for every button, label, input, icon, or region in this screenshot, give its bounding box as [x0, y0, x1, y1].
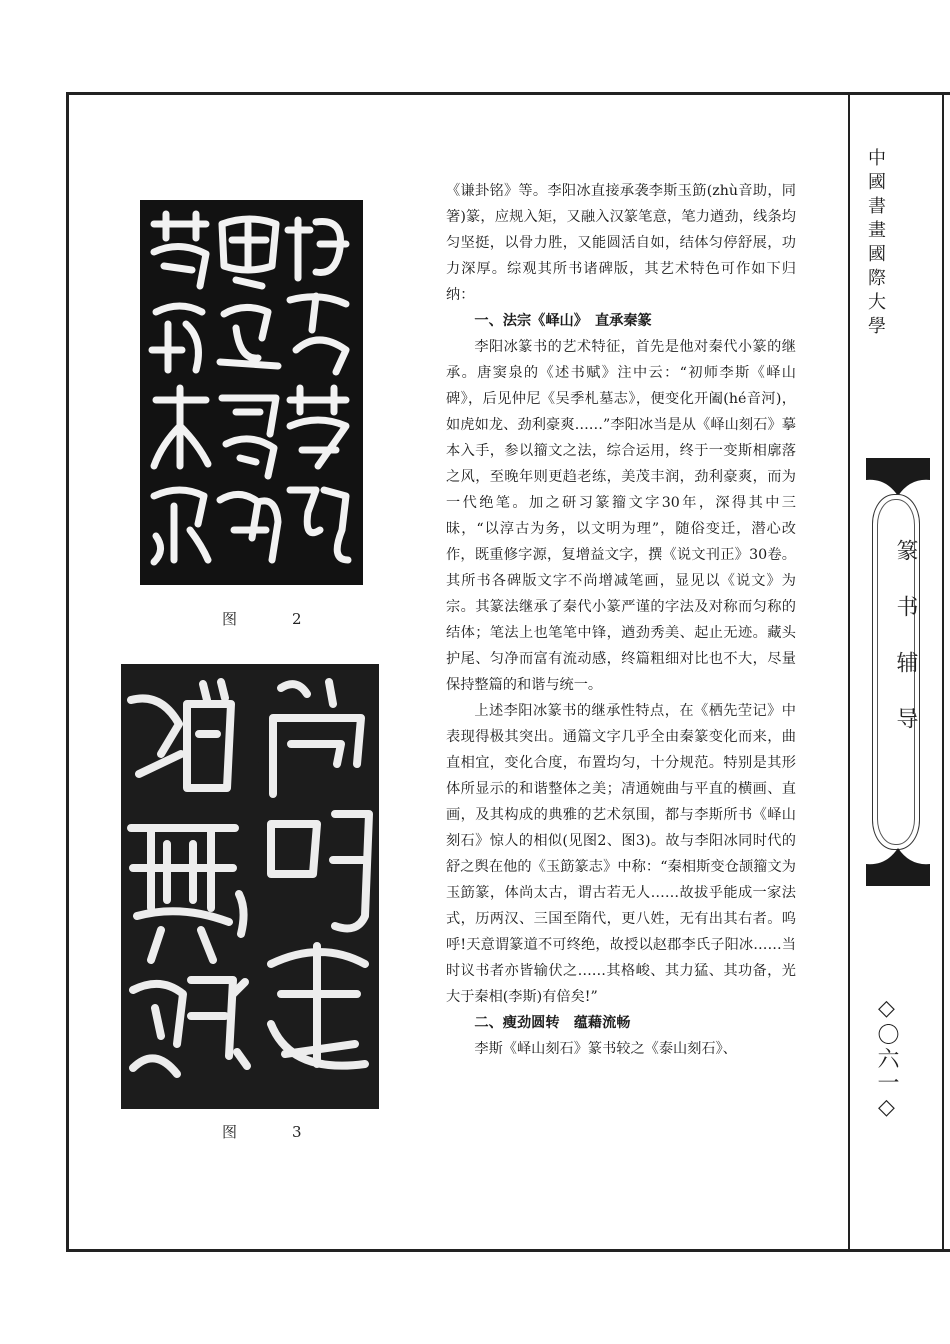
cartouche-panel [872, 494, 920, 850]
cartouche-cap-bottom [866, 848, 930, 878]
figure-2-caption: 图 2 [222, 610, 322, 628]
paragraph: 上述李阳冰篆书的继承性特点，在《栖先茔记》中表现得极其突出。通篇文字几乎全由秦篆变化而来，曲直相宜，变化合度，布置均匀，十分规范。特别是其形体所显示的和谐整体之美；凊通婉曲与平直的横画、直画，及其构成的典雅的艺术氛围，都与李斯所书《峄山刻石》惊人的相似(见图2、图3)。故与李阳冰同时代的舒之舆在他的《玉筯篆志》中称：“秦相斯变仓颉籀文为玉筯篆，体尚太古，谓古若无人……故拔乎能成一家法式，历两汉、三国至隋代，更八姓，无有出其右者。呜呼!天意谓篆道不可终绝，故授以赵郡李氏子阳冰……当时议书者亦皆输伏之……其格峻、其力猛、其功备，光大于秦相(李斯)有倍矣!” [446, 703, 796, 1005]
sidebar-rule [848, 92, 850, 1252]
article-body [446, 178, 796, 1062]
figure-3-rubbing [121, 664, 379, 1109]
paragraph: 李阳冰篆书的艺术特征，首先是他对秦代小篆的继承。唐窦泉的《述书赋》注中云：“初师李斯《峄山碑》，后见仲尼《吴季札墓志》，便变化开阖(hé音河)，如虎如龙、劲利豪爽……”李阳冰当是从《峄山刻石》摹本入手，参以籀文之法，综合运用，终于一变斯相廓落之风，至晚年则更趋老练，美茂丰润，劲利豪爽，而为一代绝笔。加之研习篆籀文字30年，深得其中三昧，“以淳古为务，以文明为理”，随俗变迁，潜心改作，既重修字源，复增益文字，撰《说文刊正》30卷。其所书各碑版文字不尚增减笔画，显见以《说文》为宗。其篆法继承了秦代小篆严谨的字法及对称而匀称的结体；笔法上也笔笔中锋，遒劲秀美、起止无迹。藏头护尾、匀净而富有流动感，终篇粗细对比也不大，尽量保持整篇的和谐与统一。 [446, 339, 796, 693]
section-heading: 一、法宗《峄山》 直承秦篆 [474, 313, 652, 329]
paragraph: 《谦卦铭》等。李阳冰直接承袭李斯玉筯(zhù音助，同箸)篆，应规入矩，又融入汉篆笔意，笔力遒劲，线条均匀坚挺，以骨力胜，又能圆活自如，结体匀停舒展，功力深厚。综观其所书诸碑版，其艺术特色可作如下归纳： [446, 183, 796, 303]
section-cartouche [866, 458, 930, 886]
page-number: ◇〇六一◇ [874, 996, 899, 1122]
seal-script-glyphs [121, 664, 379, 1109]
cartouche-cap-top [866, 466, 930, 496]
cartouche-bar [866, 878, 930, 886]
sidebar-rule [942, 92, 944, 1252]
seal-script-glyphs [140, 200, 363, 585]
cartouche-bar [866, 458, 930, 466]
section-heading: 二、瘦劲圆转 蕴藉流畅 [474, 1015, 631, 1031]
figure-3-caption: 图 3 [222, 1123, 322, 1141]
publication-title: 中國書畫國際大學 [865, 148, 886, 340]
section-title: 篆书辅导 [893, 539, 918, 763]
figure-2-rubbing [140, 200, 363, 585]
paragraph: 李斯《峄山刻石》篆书较之《泰山刻石》、 [474, 1041, 737, 1057]
